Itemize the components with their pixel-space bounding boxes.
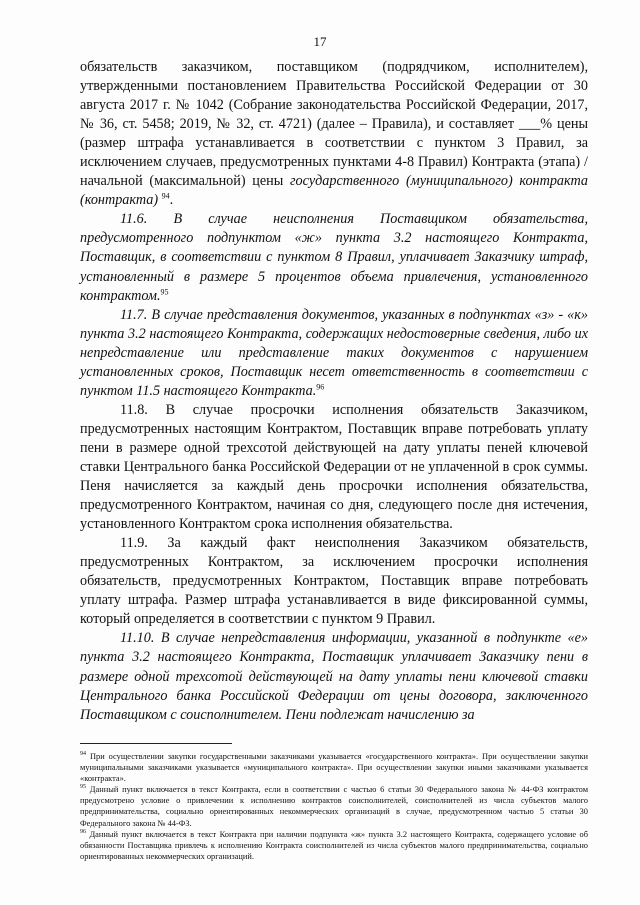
footnote-94 xyxy=(80,751,588,784)
clause-text: 11.6. В случае неисполнения Поставщиком обязательства, предусмотренного подпунктом «ж» пункта 3.2 настоящего Контракта, Поставщик, в соответствии с пунктом 8 Правил, уплачивает Заказчику штраф, установленный в размере 5 процентов объема привлечения, установленного контрактом. xyxy=(80,211,588,304)
clause-11-8: 11.8. В случае просрочки исполнения обязательств Заказчиком, предусмотренных настоящим Контрактом, Поставщик вправе потребовать уплату пени в размере одной трехсотой действующей на дату уплаты пеней ключевой ставки Центрального банка Российской Федерации от не уплаченной в срок суммы. Пеня начисляется за каждый день просрочки исполнения обязательства, предусмотренного Контрактом, начиная со дня, следующего после дня истечения, установленного Контрактом срока исполнения обязательства. xyxy=(80,401,588,533)
clause-11-9: 11.9. За каждый факт неисполнения Заказчиком обязательств, предусмотренных Контрактом, за исключением просрочки исполнения обязательств, предусмотренных Контрактом, Поставщик вправе потребовать уплату штрафа. Размер штрафа устанавливается в виде фиксированной суммы, который определяется в соответствии с пунктом 9 Правил. xyxy=(80,535,588,628)
page-number: 17 xyxy=(313,34,327,49)
clause-text: 11.7. В случае представления документов, указанных в подпунктах «з» - «к» пункта 3.2 настоящего Контракта, содержащих недостоверные сведения, либо их непредставление или представление таких документов с нарушением установленных сроков, Поставщик несет ответственность в соответствии с пунктом 11.5 настоящего Контракта. xyxy=(80,306,588,399)
footnotes-block xyxy=(80,751,588,862)
footnote-separator xyxy=(80,743,232,744)
paragraph-end: . xyxy=(169,192,174,209)
paragraph-continuation xyxy=(80,58,588,210)
clause-11-6 xyxy=(80,210,588,305)
footnote-number: 96 xyxy=(80,828,86,835)
clause-11-7 xyxy=(80,306,588,401)
footnote-96 xyxy=(80,829,588,862)
footnote-text: Данный пункт включается в текст Контракта при наличии подпункта «ж» пункта 3.2 настоящего Контракта, содержащего условие об обязанности Поставщика привлечь к исполнению Контракта соисполнителей из числа субъектов малого предпринимательства, социально ориентированных некоммерческих организаций. xyxy=(80,829,588,861)
footnote-number: 95 xyxy=(80,784,86,791)
footnote-text: При осуществлении закупки государственными заказчиками указывается «государственного контракта». При осуществлении закупки муниципальными заказчиками указывается «муниципального контракта». При осуществлении закупки иными заказчиками указывается «контракта». xyxy=(80,752,588,784)
footnote-text: Данный пункт включается в текст Контракта, если в соответствии с частью 6 статьи 30 Федерального закона № 44-ФЗ контрактом предусмотрено условие о привлечении к исполнению контрактов соисполнителей, соисполнителей из числа субъектов малого предпринимательства, социально ориентированных некоммерческих организаций в случае, предусмотренном частью 5 статьи 30 Федерального закона № 44-ФЗ. xyxy=(80,785,589,828)
footnote-ref-95[interactable]: 95 xyxy=(160,286,169,296)
footnote-ref-96[interactable]: 96 xyxy=(316,382,325,392)
paragraph-text: обязательств заказчиком, поставщиком (подрядчиком, исполнителем), утвержденными постановлением Правительства Российской Федерации от 30 августа 2017 г. № 1042 (Собрание законодательства Российской Федерации, 2017, № 36, ст. 5458; 2019, № 32, ст. 4721) (далее – Правила), и составляет ___% цены (размер штрафа устанавливается в соответствии с пунктом 3 Правил, за исключением случаев, предусмотренных пунктами 4-8 Правил) Контракта (этапа) /начальной (максимальной) цены xyxy=(80,59,588,190)
footnote-95 xyxy=(80,784,588,828)
footnote-number: 94 xyxy=(80,751,86,758)
paragraph-italic-text: государственного (муниципального) контракта (контракта) xyxy=(80,173,588,209)
clause-11-10: 11.10. В случае непредставления информации, указанной в подпункте «е» пункта 3.2 настоящего Контракта, Поставщик уплачивает Заказчику пени в размере одной трехсотой действующей на дату уплаты пени ключевой ставки Центрального банка Российской Федерации от цены договора, заключенного Поставщиком с соисполнителем. Пени подлежат начислению за xyxy=(80,630,588,723)
document-body xyxy=(80,58,588,725)
footnote-ref-94[interactable]: 94 xyxy=(161,191,170,201)
